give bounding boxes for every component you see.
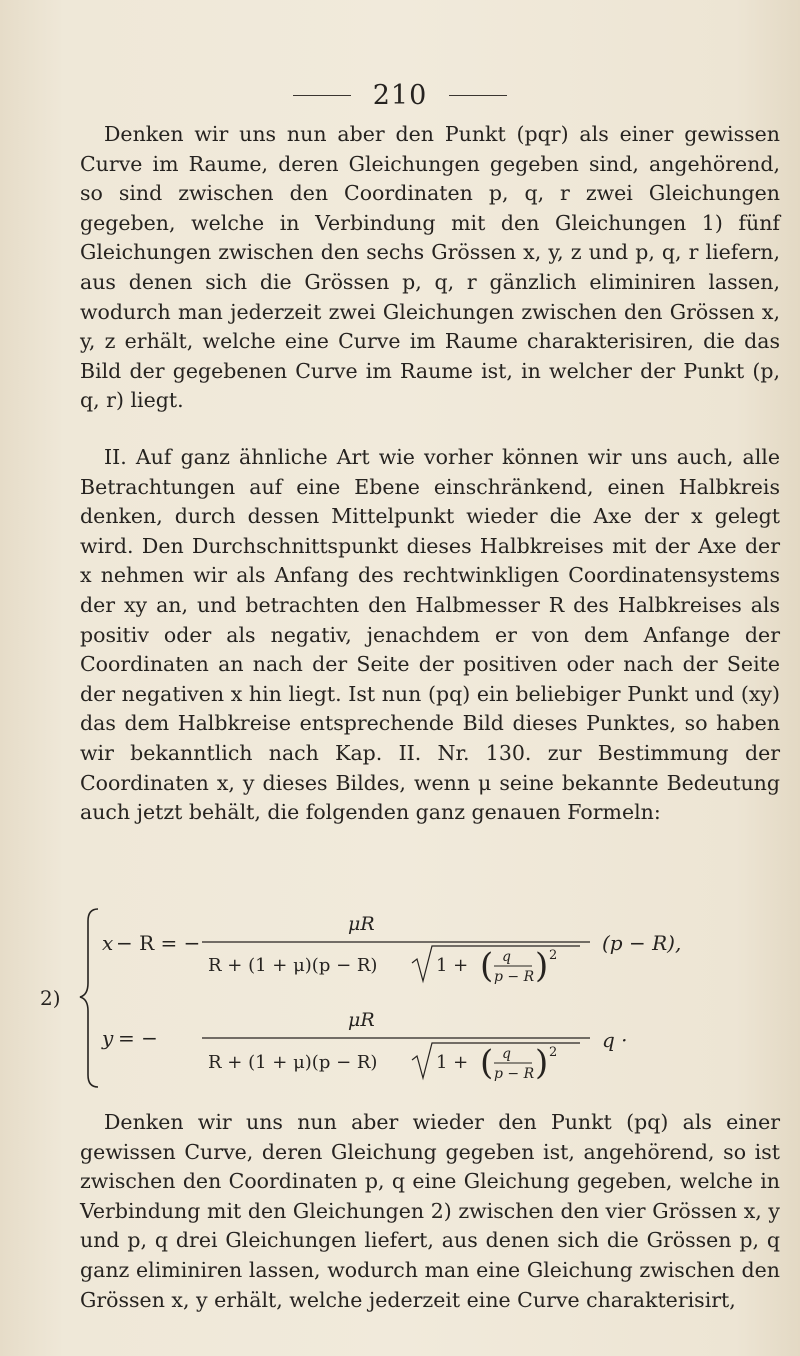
paragraph-curve-in-space [80, 120, 780, 416]
formula-number: 2) [40, 986, 61, 1010]
one-plus: 1 + [436, 955, 469, 976]
paragraph-text: II. Auf ganz ähnliche Art wie vorher können wir uns auch, alle Betrachtungen auf eine Ebene einschränkend, einen Halbkreis denken, durch dessen Mittelpunkt wieder die Axe der x gelegt wird. Den Durchschnittspunkt dieses Halbkreises mit der Axe der x nehmen wir als Anfang des rechtwinkligen Coordinatensystems der xy an, und betrachten den Halbmesser R des Halbkreises als positiv oder als negativ, jenachdem er von dem Anfange der Coordinaten an nach der Seite der positiven oder nach der Seite der negativen x hin liegt. Ist nun (pq) ein beliebiger Punkt und (xy) das dem Halbkreise entsprechende Bild dieses Punktes, so haben wir bekanntlich nach Kap. II. Nr. 130. zur Bestimmung der Coordinaten x, y dieses Bildes, wenn μ seine bekannte Bedeutung auch jetzt behält, die folgenden ganz genauen Formeln: [80, 445, 780, 825]
rhs-factor: (p − R), [602, 931, 682, 955]
rhs-factor: q · [602, 1028, 628, 1052]
paragraph-plane-curve [80, 1108, 780, 1315]
page-number: 210 [372, 80, 428, 111]
denominator-left: R + (1 + μ)(p − R) [208, 1052, 378, 1073]
one-plus: 1 + [436, 1052, 469, 1073]
paragraph-semicircle [80, 443, 780, 828]
exponent: 2 [549, 1045, 558, 1060]
paren-open: ( [480, 1043, 494, 1083]
header-rule-right [449, 95, 507, 96]
numerator-mu-r: μR [348, 913, 375, 935]
header-rule-left [293, 95, 351, 96]
denominator-left: R + (1 + μ)(p − R) [208, 955, 378, 976]
inner-numerator: q [502, 1046, 511, 1062]
inner-numerator: q [502, 949, 511, 965]
y-variable: y [102, 1026, 114, 1050]
inner-denominator: p − R [494, 1066, 535, 1082]
paren-close: ) [535, 1043, 549, 1083]
inner-denominator: p − R [494, 969, 535, 985]
lhs-equals-minus: = − [118, 1026, 158, 1050]
x-variable: x [102, 931, 114, 955]
page-header [0, 80, 800, 111]
paragraph-text: Denken wir uns nun aber wieder den Punkt (pq) als einer gewissen Curve, deren Gleichung gegeben ist, angehörend, so ist zwischen den Coordinaten p, q eine Gleichung gegeben, welche in Verbindung mit den Gleichungen 2) zwischen den vier Grössen x, y und p, q drei Gleichungen liefert, aus denen sich die Grössen p, q ganz eliminiren lassen, wodurch man eine Gleichung zwischen den Grössen x, y erhält, welche jederzeit eine Curve charakterisirt, [80, 1110, 780, 1312]
formula-svg [40, 905, 780, 1095]
exponent: 2 [549, 948, 558, 963]
numerator-mu-r: μR [348, 1009, 375, 1031]
formula-2 [40, 905, 780, 1095]
left-brace [80, 909, 98, 1087]
lhs-minus-r: − R = − [116, 931, 201, 955]
paragraph-text: Denken wir uns nun aber den Punkt (pqr) als einer gewissen Curve im Raume, deren Gleichungen gegeben sind, angehörend, so sind zwischen den Coordinaten p, q, r zwei Gleichungen gegeben, welche in Verbindung mit den Gleichungen 1) fünf Gleichungen zwischen den sechs Grössen x, y, z und p, q, r liefern, aus denen sich die Grössen p, q, r gänzlich eliminiren lassen, wodurch man jederzeit zwei Gleichungen zwischen den Grössen x, y, z erhält, welche eine Curve im Raume charakterisiren, die das Bild der gegebenen Curve im Raume ist, in welcher der Punkt (p, q, r) liegt. [80, 122, 780, 413]
paren-close: ) [535, 946, 549, 986]
paren-open: ( [480, 946, 494, 986]
